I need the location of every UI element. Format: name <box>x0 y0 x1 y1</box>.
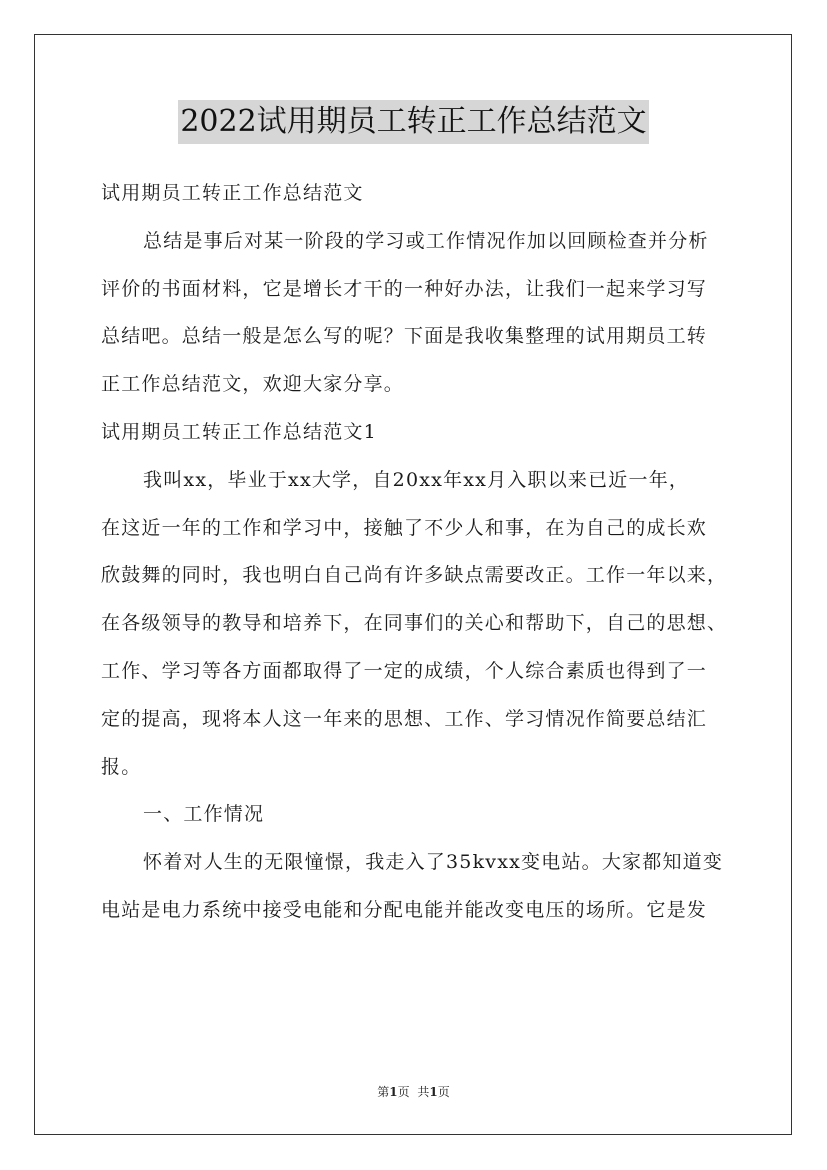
subsection-heading: 一、工作情况 <box>143 803 265 826</box>
body-line: 欣鼓舞的同时，我也明白自己尚有许多缺点需要改正。工作一年以来， <box>101 564 728 587</box>
page-prefix: 第 <box>377 1085 390 1099</box>
body-line: 工作、学习等各方面都取得了一定的成绩，个人综合素质也得到了一 <box>101 659 708 682</box>
body-line: 怀着对人生的无限憧憬，我走入了35kvxx变电站。大家都知道变 <box>143 851 724 874</box>
body-line: 电站是电力系统中接受电能和分配电能并能改变电压的场所。它是发 <box>101 898 708 921</box>
page-suffix: 页 <box>397 1085 410 1099</box>
total-pages: 1 <box>429 1085 438 1099</box>
body-line: 正工作总结范文，欢迎大家分享。 <box>101 373 405 396</box>
total-prefix: 共 <box>417 1085 430 1099</box>
body-line: 总结是事后对某一阶段的学习或工作情况作加以回顾检查并分析 <box>143 229 709 252</box>
page-footer <box>0 1084 827 1100</box>
section-heading: 试用期员工转正工作总结范文1 <box>101 420 377 443</box>
body-line: 在这近一年的工作和学习中，接触了不少人和事，在为自己的成长欢 <box>101 516 708 539</box>
body-line: 定的提高，现将本人这一年来的思想、工作、学习情况作简要总结汇 <box>101 707 708 730</box>
body-line: 在各级领导的教导和培养下，在同事们的关心和帮助下，自己的思想、 <box>101 612 728 635</box>
title-container <box>0 100 827 144</box>
document-title: 2022试用期员工转正工作总结范文 <box>178 100 648 144</box>
body-line: 报。 <box>101 755 142 778</box>
total-suffix: 页 <box>437 1085 450 1099</box>
body-line: 我叫xx，毕业于xx大学，自20xx年xx月入职以来已近一年， <box>143 468 690 491</box>
document-body <box>101 170 741 935</box>
body-line: 试用期员工转正工作总结范文 <box>101 182 364 204</box>
body-line: 评价的书面材料，它是增长才干的一种好办法，让我们一起来学习写 <box>101 277 708 300</box>
page-number: 1 <box>389 1085 398 1099</box>
body-line: 总结吧。总结一般是怎么写的呢？下面是我收集整理的试用期员工转 <box>101 325 708 348</box>
